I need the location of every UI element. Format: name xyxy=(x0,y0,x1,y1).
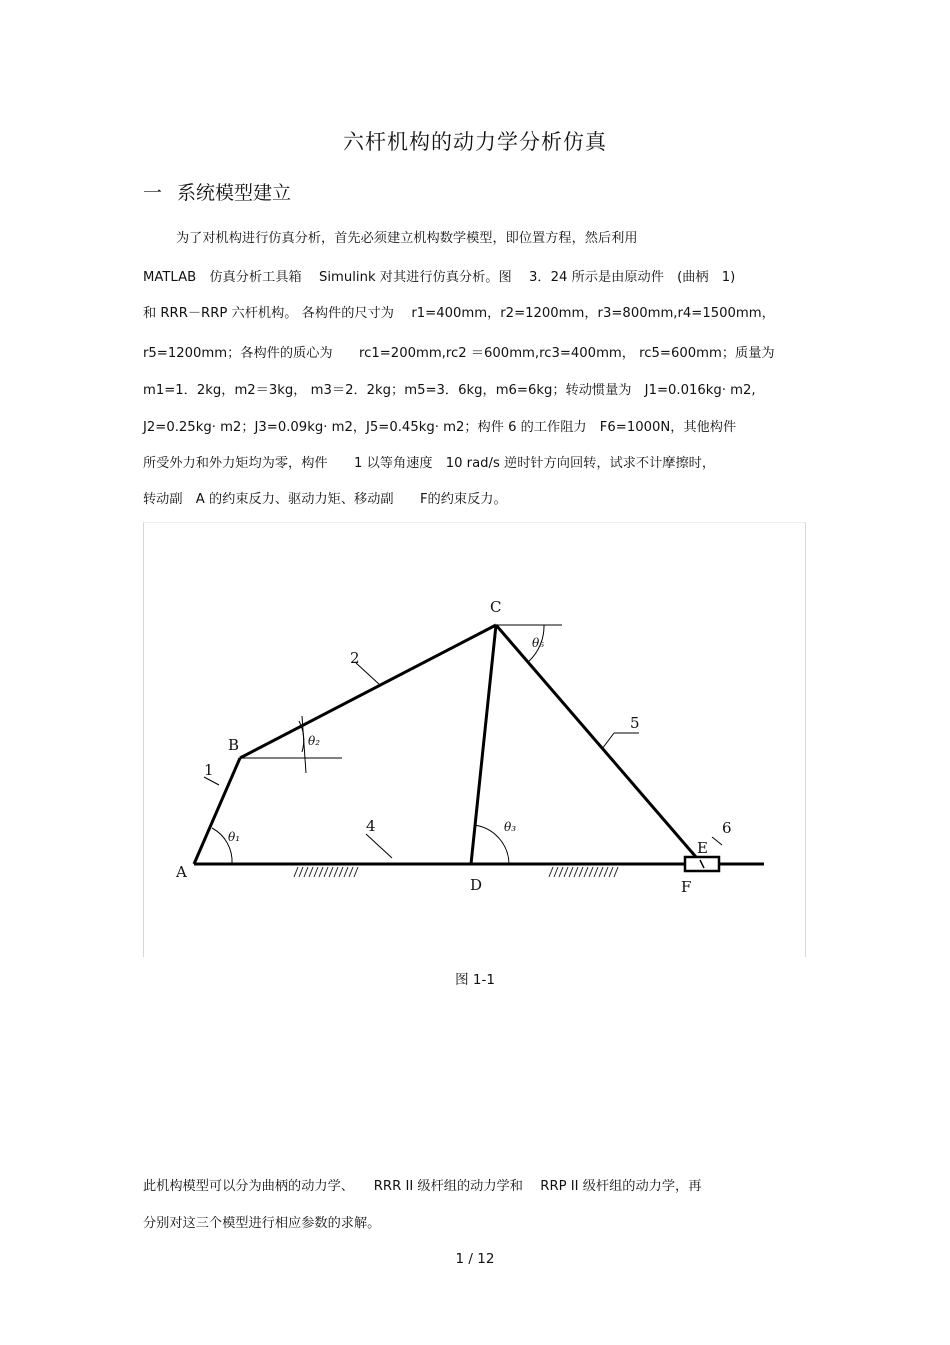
link-label-1: 1 xyxy=(204,761,214,779)
coupler-link-2 xyxy=(240,625,496,758)
section-heading xyxy=(143,178,291,205)
theta-symbol-1: θ₁ xyxy=(228,830,241,844)
paragraph-line: 分别对这三个模型进行相应参数的求解。 xyxy=(143,1216,381,1231)
document-title: 六杆机构的动力学分析仿真 xyxy=(343,130,607,154)
crank-link-1 xyxy=(194,758,240,864)
paragraph-line: 此机构模型可以分为曲柄的动力学、 RRR II 级杆组的动力学和 RRP II 级杆组的动力学，再 xyxy=(143,1179,702,1194)
point-label-f: F xyxy=(681,878,692,896)
link-label-6: 6 xyxy=(722,819,732,837)
point-label-b: B xyxy=(228,736,240,754)
paragraph-line: 和 RRR－RRP 六杆机构。 各构件的尺寸为 r1=400mm，r2=1200mm，r3=800mm,r4=1500mm， xyxy=(143,306,775,321)
ground-hatch-left xyxy=(294,867,358,877)
section-number: 一 xyxy=(143,182,163,204)
theta-symbol-2: θ₂ xyxy=(308,734,321,748)
theta-symbol-5: θ₅ xyxy=(532,636,545,650)
link-label-5: 5 xyxy=(630,714,640,732)
point-label-c: C xyxy=(490,598,502,616)
leader-5b xyxy=(602,733,614,749)
theta-symbol-3: θ₃ xyxy=(504,820,517,834)
paragraph-line: J2=0.25kg· m2；J3=0.09kg· m2，J5=0.45kg· m2；构件 6 的工作阻力 F6=1000N，其他构件 xyxy=(143,420,737,435)
leader-6 xyxy=(712,837,722,845)
ground-hatch-right xyxy=(549,867,618,877)
paragraph-line: 为了对机构进行仿真分析，首先必须建立机构数学模型，即位置方程，然后利用 xyxy=(176,231,638,246)
figure-caption: 图 1-1 xyxy=(455,972,495,988)
paragraph-line: MATLAB 仿真分析工具箱 Simulink 对其进行仿真分析。图 3．24 所示是由原动件 (曲柄 1) xyxy=(143,270,736,285)
point-label-d: D xyxy=(470,876,483,894)
mechanism-diagram xyxy=(144,523,805,957)
paragraph-line: 转动副 A 的约束反力、驱动力矩、移动副 F的约束反力。 xyxy=(143,492,507,507)
rocker-link-3 xyxy=(471,625,496,864)
link-label-4: 4 xyxy=(366,817,376,835)
point-label-a: A xyxy=(176,863,187,881)
leader-4 xyxy=(366,834,392,858)
link-label-2: 2 xyxy=(350,649,360,667)
section-heading-text: 系统模型建立 xyxy=(177,182,292,204)
link-5 xyxy=(496,625,702,864)
mechanism-figure xyxy=(143,522,806,957)
leader-2 xyxy=(356,663,380,685)
paragraph-line: r5=1200mm；各构件的质心为 rc1=200mm,rc2 ＝600mm,rc3=400mm， rc5=600mm；质量为 xyxy=(143,346,775,361)
paragraph-line: 所受外力和外力矩均为零，构件 1 以等角速度 10 rad/s 逆时针方向回转，试求不计摩擦时， xyxy=(143,456,716,471)
point-label-e: E xyxy=(697,839,708,857)
page-number: 1 / 12 xyxy=(455,1251,495,1267)
paragraph-line: m1=1．2kg，m2＝3kg， m3＝2．2kg；m5=3．6kg，m6=6kg；转动惯量为 J1=0.016kg· m2, xyxy=(143,383,756,398)
